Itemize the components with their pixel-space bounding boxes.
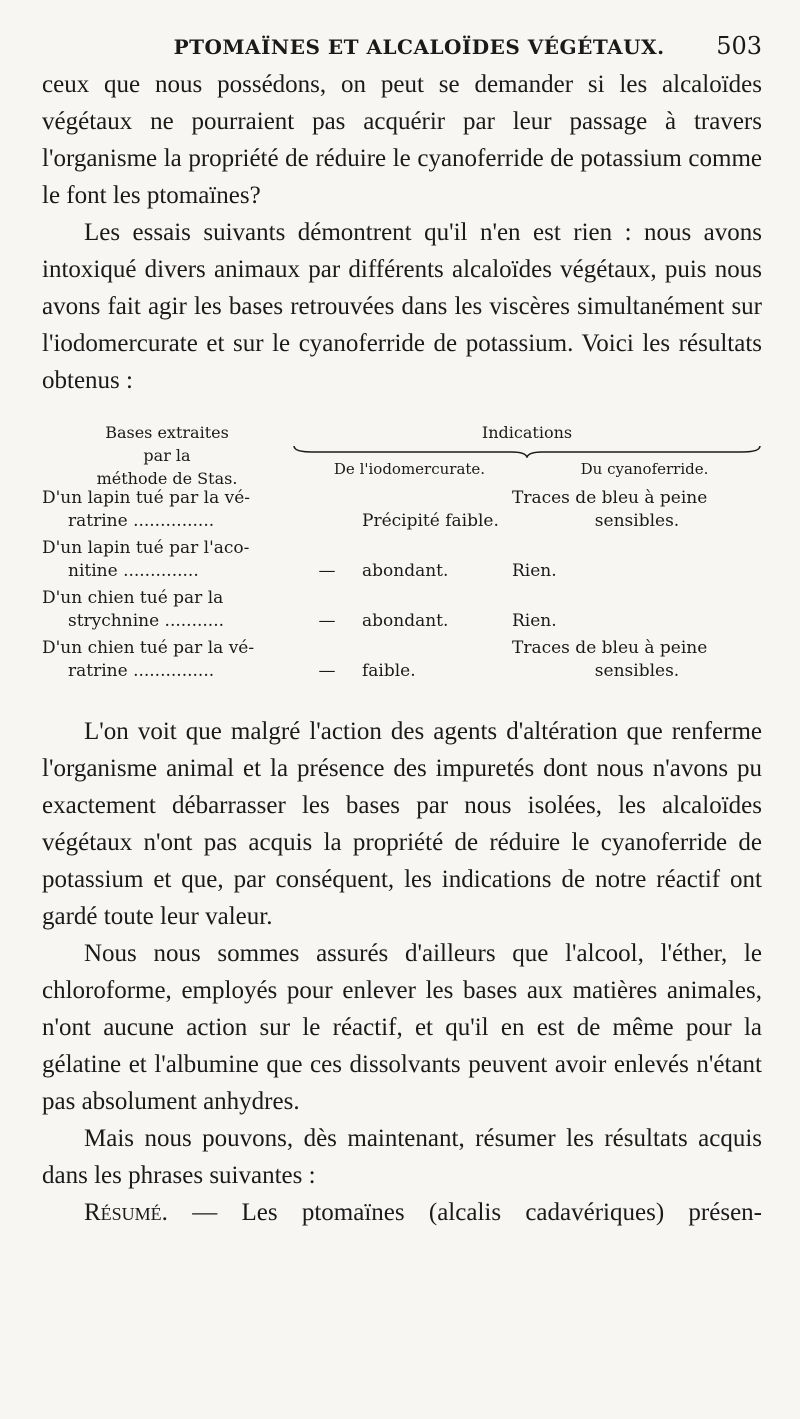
- row-subject-line1: D'un lapin tué par l'aco-: [42, 538, 250, 558]
- row-iodomercurate-value: Précipité faible.: [362, 511, 499, 531]
- ditto-dash: —: [318, 661, 336, 681]
- resume-text: — Les ptomaïnes (alcalis cadavériques) présen-: [167, 1199, 762, 1226]
- table-row: [42, 587, 762, 633]
- paragraph-2: Les essais suivants démontrent qu'il n'en est rien : nous avons intoxiqué divers animaux par différents alcaloïdes végétaux, puis nous avons fait agir les bases retrouvées dans les viscères simultanément sur l'iodomercurate et sur le cyanoferride de potassium. Voici les résultats obtenus :: [42, 219, 762, 394]
- row-subject: [42, 587, 292, 633]
- row-iodomercurate: [292, 487, 512, 533]
- running-header: [42, 32, 762, 66]
- row-cyanoferride: [512, 637, 762, 683]
- row-subject-line2: ratrine ...............: [68, 511, 215, 531]
- page-number: 503: [716, 32, 762, 60]
- paragraph-6: [42, 1194, 762, 1231]
- indications-subheaders: [292, 458, 762, 481]
- row-cyanoferride-line1: Traces de bleu à peine: [512, 488, 708, 508]
- row-cyanoferride: [512, 537, 762, 583]
- row-iodomercurate-value: abondant.: [362, 561, 449, 581]
- table-row: [42, 537, 762, 583]
- table-header: [42, 421, 762, 487]
- indications-header: [292, 421, 762, 481]
- row-subject: [42, 487, 292, 533]
- row-subject-line2: ratrine ...............: [68, 661, 215, 681]
- row-cyanoferride-line1: Rien.: [512, 561, 557, 581]
- paragraph-4: Nous nous sommes assurés d'ailleurs que l'alcool, l'éther, le chloroforme, employés pour enlever les bases aux matières animales, n'ont aucune action sur le réactif, et qu'il en est de même pour la gélatine et l'albumine que ces dissolvants peuvent avoir enlevés n'étant pas absolument anhydres.: [42, 940, 762, 1115]
- row-cyanoferride: [512, 487, 762, 533]
- resume-label: Résumé.: [84, 1199, 168, 1226]
- col-bases-header-line1: Bases extraites: [105, 423, 229, 442]
- col-bases-header: [42, 421, 292, 490]
- row-iodomercurate: [292, 587, 512, 633]
- table-row: [42, 637, 762, 683]
- row-iodomercurate-value: abondant.: [362, 611, 449, 631]
- row-cyanoferride: [512, 587, 762, 633]
- row-cyanoferride-line1: Traces de bleu à peine: [512, 638, 708, 658]
- paragraph-5: Mais nous pouvons, dès maintenant, résumer les résultats acquis dans les phrases suivantes :: [42, 1125, 762, 1189]
- row-subject-line1: D'un chien tué par la: [42, 588, 224, 608]
- results-table: [42, 421, 762, 683]
- row-subject-line1: D'un chien tué par la vé-: [42, 638, 255, 658]
- row-subject: [42, 637, 292, 683]
- row-cyanoferride-line1: Rien.: [512, 611, 557, 631]
- paragraph-1: ceux que nous possédons, on peut se demander si les alcaloïdes végétaux ne pourraient pas acquérir par leur passage à travers l'organisme la propriété de réduire le cyanoferride de potassium comme le font les ptomaïnes?: [42, 71, 762, 209]
- col-iodomercurate-header: De l'iodomercurate.: [333, 460, 486, 478]
- paragraph-3: L'on voit que malgré l'action des agents d'altération que renferme l'organisme animal et la présence des impuretés dont nous n'avons pu exactement débarrasser les bases par nous isolées, les alcaloïdes végétaux n'ont pas acquis la propriété de réduire le cyanoferride de potassium et que, par conséquent, les indications de notre réactif ont gardé toute leur valeur.: [42, 718, 762, 930]
- ditto-dash: —: [318, 611, 336, 631]
- row-iodomercurate-value: faible.: [362, 661, 416, 681]
- row-subject-line2: strychnine ...........: [68, 611, 224, 631]
- brace-icon: [292, 444, 762, 458]
- row-subject-line2: nitine ..............: [68, 561, 199, 581]
- col-bases-header-line2: par la: [143, 446, 191, 465]
- row-cyanoferride-line2: sensibles.: [594, 511, 680, 531]
- row-subject: [42, 537, 292, 583]
- indications-title: Indications: [481, 423, 573, 442]
- col-bases-header-line3: méthode de Stas.: [96, 469, 238, 488]
- ditto-dash: —: [318, 561, 336, 581]
- row-cyanoferride-line2: sensibles.: [594, 661, 680, 681]
- row-iodomercurate: [292, 637, 512, 683]
- row-subject-line1: D'un lapin tué par la vé-: [42, 488, 251, 508]
- running-title: PTOMAÏNES ET ALCALOÏDES VÉGÉTAUX.: [173, 35, 665, 59]
- table-row: [42, 487, 762, 533]
- row-iodomercurate: [292, 537, 512, 583]
- col-cyanoferride-header: Du cyanoferride.: [580, 460, 709, 478]
